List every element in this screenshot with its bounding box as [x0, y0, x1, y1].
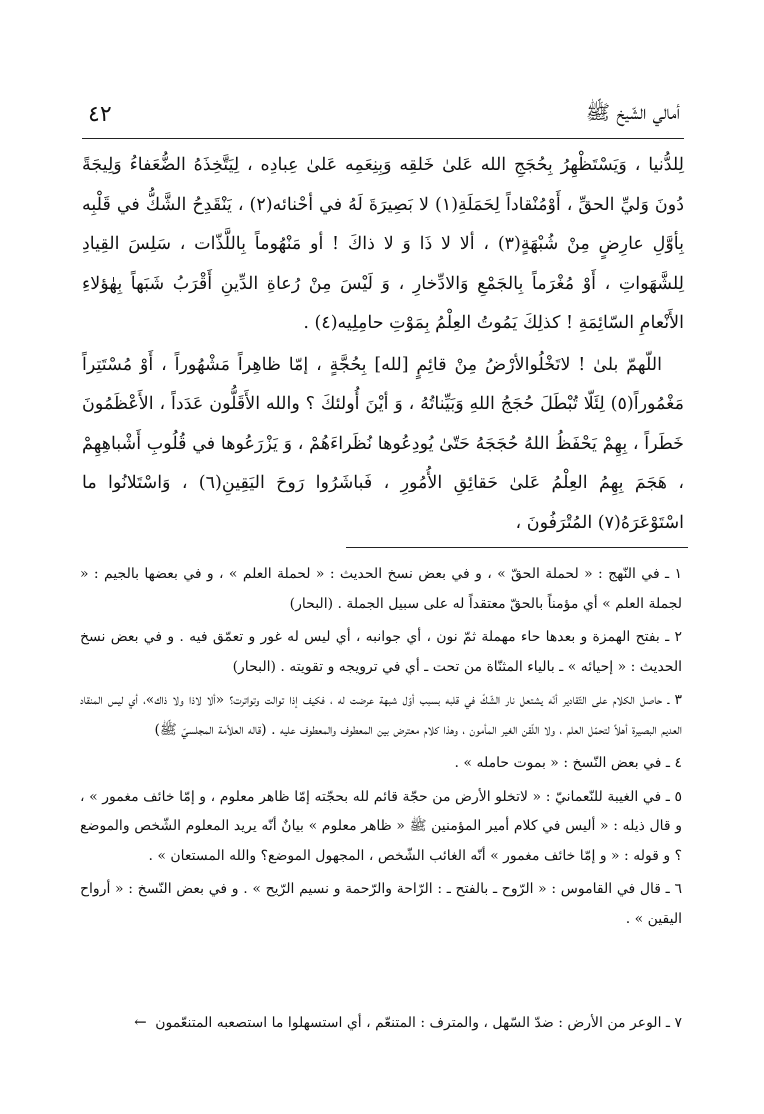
page-header: [82, 94, 684, 139]
footnote-continued: [52, 1008, 682, 1039]
footnote-separator: [346, 547, 688, 548]
footnotes: [80, 560, 682, 1031]
footnote: ٤ ـ في بعض النّسخ : « بموت حامله » .: [454, 755, 682, 771]
footnote: ٣ ـ حاصل الكلام على التّقادير أنّه يشتعل نار الشّكّ في قلبه بسبب أوّل شبهة عرضت له ، فكيف إذا توالت وتواترت؟ «ألا لاذا ولا ذاك»، أي ليس المنقاد العديم البصيرة أهلاً لتحمّل العلم ، ولا اللّقن الغير المأمون ، وهذا كلام معترض بين المعطوف والمعطوف عليه . (قاله العلاّمة المجلسيّ ﷺ): [80, 692, 682, 738]
footnote: ٢ ـ بفتح الهمزة و بعدها حاء مهملة ثمّ نون ، أي جوانبه ، أي ليس له غور و تعمّق فيه . و في بعض نسخ الحديث : « إحيائه » ـ بالياء المثنّاة من تحت ـ أي في ترويجه و تقويته . (البحار): [80, 629, 682, 675]
footnote: ٥ ـ في الغيبة للنّعمانيّ : « لاتخلو الأرض من حجّة قائم لله بحجّته إمّا ظاهر معلوم ، و إمّا خائف مغمور » ، و قال ذيله : « أليس في كلام أمير المؤمنين ﷺ « ظاهر معلوم » بيانٌ أنّه يريد المعلوم الشّخص والموضع ؟ و قوله : « و إمّا خائف مغمور » أنّه الغائب الشّخص ، المجهول الموضع؟ والله المستعان » .: [80, 788, 682, 864]
body-paragraph: لِلدُّنيا ، وَيَسْتَظْهِرُ بِحُجَجِ الله عَلىٰ خَلقِه وَبِنِعَمِه عَلىٰ عِبادِه ، لِيَتَّخِذَهُ الضُّعَفاءُ وَلِيجَةً دُونَ وَليِّ الحقِّ ، أَوْمُنْقاداً لِحَمَلَةِ(١) لا بَصِيرَةَ لَهُ في أحْنائه(٢) ، يَنْقَدِحُ الشَّكُّ في قَلْبِه بِأوَّلِ عارِضٍ مِنْ شُبْهَةٍ(٣) ، ألا لا ذَا وَ لا ذاكَ ! أو مَنْهُوماً بِاللَّذّات ، سَلِسَ القِيادِ لِلشَّهَواتِ ، أَوْ مُغْرَماً بِالجَمْعِ وَالادِّخارِ ، وَ لَيْسَ مِنْ رُعاةِ الدِّينِ أَقْرَبُ شَبَهاً بِهٰؤلاءِ الأَنْعامِ السّائِمَةِ ! كذلِكَ يَمُوتُ العِلْمُ بِمَوْتِ حامِلِيه(٤) .: [82, 155, 684, 333]
main-text: [82, 146, 684, 543]
running-title: أمالي الشّيخ ﷺ: [585, 100, 680, 124]
footnote: ١ ـ في النّهج : « لحملة الحقّ » ، و في بعض نسخ الحديث : « لحملة العلم » ، و في بعضها بالجيم : « لجملة العلم » أي مؤمناً بالحقّ معتقداً له على سبيل الجملة . (البحار): [80, 566, 682, 612]
page-number: ٤٢: [88, 102, 112, 127]
footnote: ٦ ـ قال في القاموس : « الرّوح ـ بالفتح ـ : الرّاحة والرّحمة و نسيم الرّيح » . و في بعض النّسخ : « أرواح اليقين » .: [80, 881, 682, 927]
body-paragraph: اللّهمّ بلىٰ ! لاتَخْلُوالأرْضُ مِنْ قائِمٍ [لله] بِحُجَّةٍ ، إمّا ظاهِراً مَشْهُوراً ، أَوْ مُسْتَتِراً مَغْمُوراً(٥) لِئَلّا تُبْطَلَ حُجَجُ اللهِ وَبَيِّناتُهُ ، وَ أيْنَ أُولئكَ ؟ والله الأَقَلُّون عَدَداً ، الأَعْظَمُونَ خَطَراً ، بِهِمْ يَحْفَظُ اللهُ حُجَجَهُ حَتّىٰ يُودِعُوها نُظَراءَهُمْ ، وَ يَزْرَعُوها في قُلُوبِ أَشْباهِهِمْ ، هَجَمَ بِهِمُ العِلْمُ عَلىٰ حَقائِقِ الأُمُورِ ، فَباشَرُوا رَوحَ اليَقِينِ(٦) ، وَاسْتَلانُوا ما اسْتَوْعَرَهُ(٧) المُتْرَفُونَ ،: [82, 354, 684, 533]
continuation-arrow-icon: ←: [134, 1013, 147, 1031]
footnote-text: ٧ ـ الوعر من الأرض : ضدّ السّهل ، والمترف : المتنعّم ، أي استسهلوا ما استصعبه المتنعّمون: [155, 1015, 682, 1031]
